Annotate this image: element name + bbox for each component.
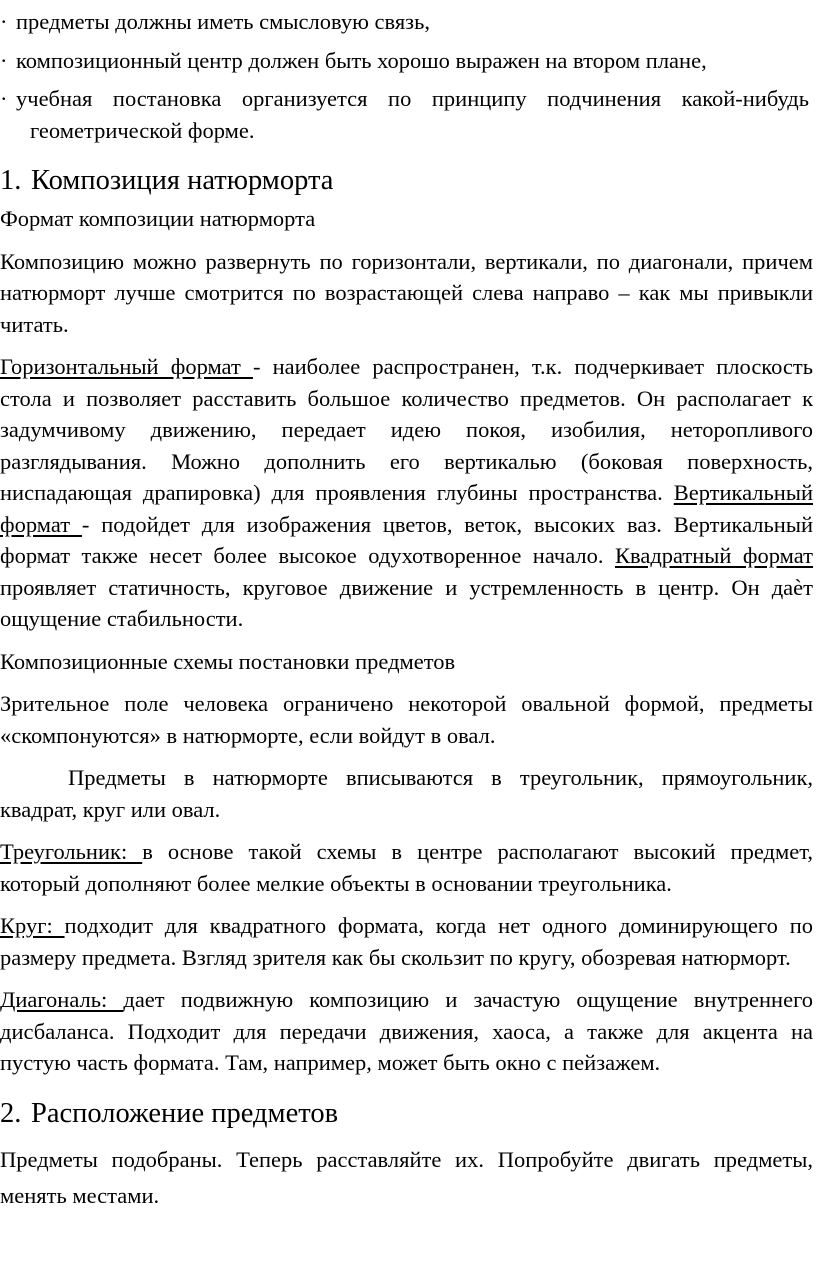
- paragraph-format-intro: Композицию можно развернуть по горизонтали, вертикали, по диагонали, причем натюрморт лучше смотрится по возрастающей слева направо – как мы привыкли читать.: [0, 248, 813, 337]
- bullet-dot: ·: [0, 86, 8, 111]
- text-vertical-format: - подойдет для изображения цветов, веток, высоких ваз. Вертикальный формат также несет более высокое одухотворенное начало.: [0, 511, 813, 568]
- bullet-dot: ·: [0, 47, 8, 73]
- text-circle: подходит для квадратного формата, когда нет одного доминирующего по размеру предмета. Взгляд зрителя как бы скользит по кругу, обозревая натюрморт.: [0, 913, 813, 970]
- section-heading: [0, 161, 813, 201]
- term-diagonal: Диагональ:: [0, 987, 124, 1012]
- bullet-item: [0, 45, 813, 77]
- paragraph-formats: [0, 351, 813, 635]
- bullet-dot: ·: [0, 9, 8, 34]
- bullet-item: [0, 6, 813, 38]
- text-triangle: в основе такой схемы в центре располагают высокий предмет, который дополняют более мелкие объекты в основании треугольника.: [0, 839, 813, 896]
- term-triangle: Треугольник:: [0, 839, 143, 864]
- section-heading: [0, 1094, 813, 1134]
- paragraph-schemes-shapes: Предметы в натюрморте вписываются в треугольник, прямоугольник, квадрат, круг или овал.: [0, 765, 813, 822]
- subheading: Композиционные схемы постановки предметов: [0, 648, 456, 674]
- section-number: 2.: [0, 1097, 22, 1129]
- paragraph-schemes-intro: Зрительное поле человека ограничено некоторой овальной формой, предметы «скомпонуются» в натюрморте, если войдут в овал.: [0, 691, 813, 748]
- term-vertical-format: Вертикальный формат: [0, 480, 813, 537]
- text-square-format: проявляет статичность, круговое движение и устремленность в центр. Он даѐт ощущение стабильности.: [0, 574, 813, 631]
- document-page: [0, 6, 816, 1272]
- bullet-text: предметы должны иметь смысловую связь,: [16, 9, 430, 34]
- bullet-item: [0, 83, 813, 146]
- text-diagonal: дает подвижную композицию и зачастую ощущение внутреннего дисбаланса. Подходит для передачи движения, хаоса, а также для акцента на пустую часть формата. Там, например, может быть окно с пейзажем.: [0, 987, 813, 1075]
- term-horizontal-format: Горизонтальный формат: [0, 354, 253, 379]
- section-title: Композиция натюрморта: [31, 165, 334, 196]
- bullet-text: композиционный центр должен быть хорошо выражен на втором плане,: [16, 47, 707, 73]
- bullet-text: учебная постановка организуется по принципу подчинения какой-нибудь геометрической форме.: [16, 86, 809, 143]
- term-square-format: Квадратный формат: [615, 543, 813, 568]
- paragraph-circle: [0, 910, 813, 973]
- paragraph-triangle: [0, 836, 813, 899]
- subheading: Формат композиции натюрморта: [0, 206, 316, 231]
- section-number: 1.: [0, 165, 22, 196]
- text-horizontal-format: - наиболее распространен, т.к. подчеркивает плоскость стола и позволяет расставить большое количество предметов. Он располагает к задумчивому движению, передает идею покоя, изобилия, неторопливого разглядывания. Можно дополнить его вертикалью (боковая поверхность, ниспадающая драпировка) для проявления глубины пространства.: [0, 354, 813, 505]
- term-circle: Круг:: [0, 913, 65, 938]
- paragraph-diagonal: [0, 984, 813, 1079]
- section-title: Расположение предметов: [31, 1097, 339, 1129]
- paragraph-arrangement: Предметы подобраны. Теперь расставляйте их. Попробуйте двигать предметы, менять местами.: [0, 1146, 813, 1208]
